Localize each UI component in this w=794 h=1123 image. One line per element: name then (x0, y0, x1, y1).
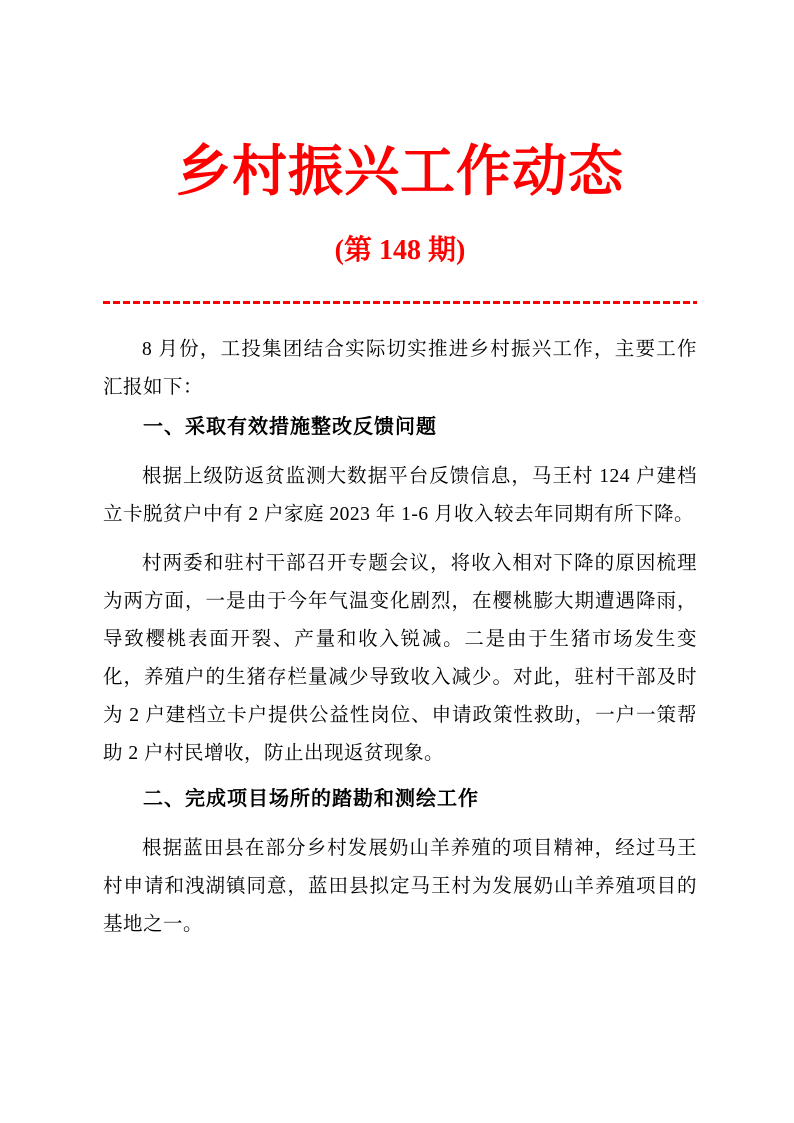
document-title: 乡村振兴工作动态 (175, 141, 624, 202)
section-2-paragraph-1: 根据蓝田县在部分乡村发展奶山羊养殖的项目精神，经过马王村申请和洩湖镇同意，蓝田县拟定马王村为发展奶山羊养殖项目的基地之一。 (103, 838, 697, 936)
section-1-heading: 一、采取有效措施整改反馈问题 (143, 416, 437, 439)
issue-number: (第 148 期) (334, 235, 466, 267)
red-dashed-divider (103, 301, 697, 304)
section-1-paragraph-1: 根据上级防返贫监测大数据平台反馈信息，马王村 124 户建档立卡脱贫户中有 2 户家庭 2023 年 1-6 月收入较去年同期有所下降。 (103, 466, 697, 526)
section-1-paragraph-2: 村两委和驻村干部召开专题会议，将收入相对下降的原因梳理为两方面，一是由于今年气温变化剧烈，在樱桃膨大期遭遇降雨，导致樱桃表面开裂、产量和收入锐减。二是由于生猪市场发生变化，养殖户的生猪存栏量减少导致收入减少。对此，驻村干部及时为 2 户建档立卡户提供公益性岗位、申请政策性救助，一户一策帮助 2 户村民增收，防止出现返贫现象。 (103, 553, 697, 765)
section-2-heading: 二、完成项目场所的踏勘和测绘工作 (143, 788, 479, 811)
intro-paragraph: 8 月份，工投集团结合实际切实推进乡村振兴工作，主要工作汇报如下： (103, 339, 697, 399)
